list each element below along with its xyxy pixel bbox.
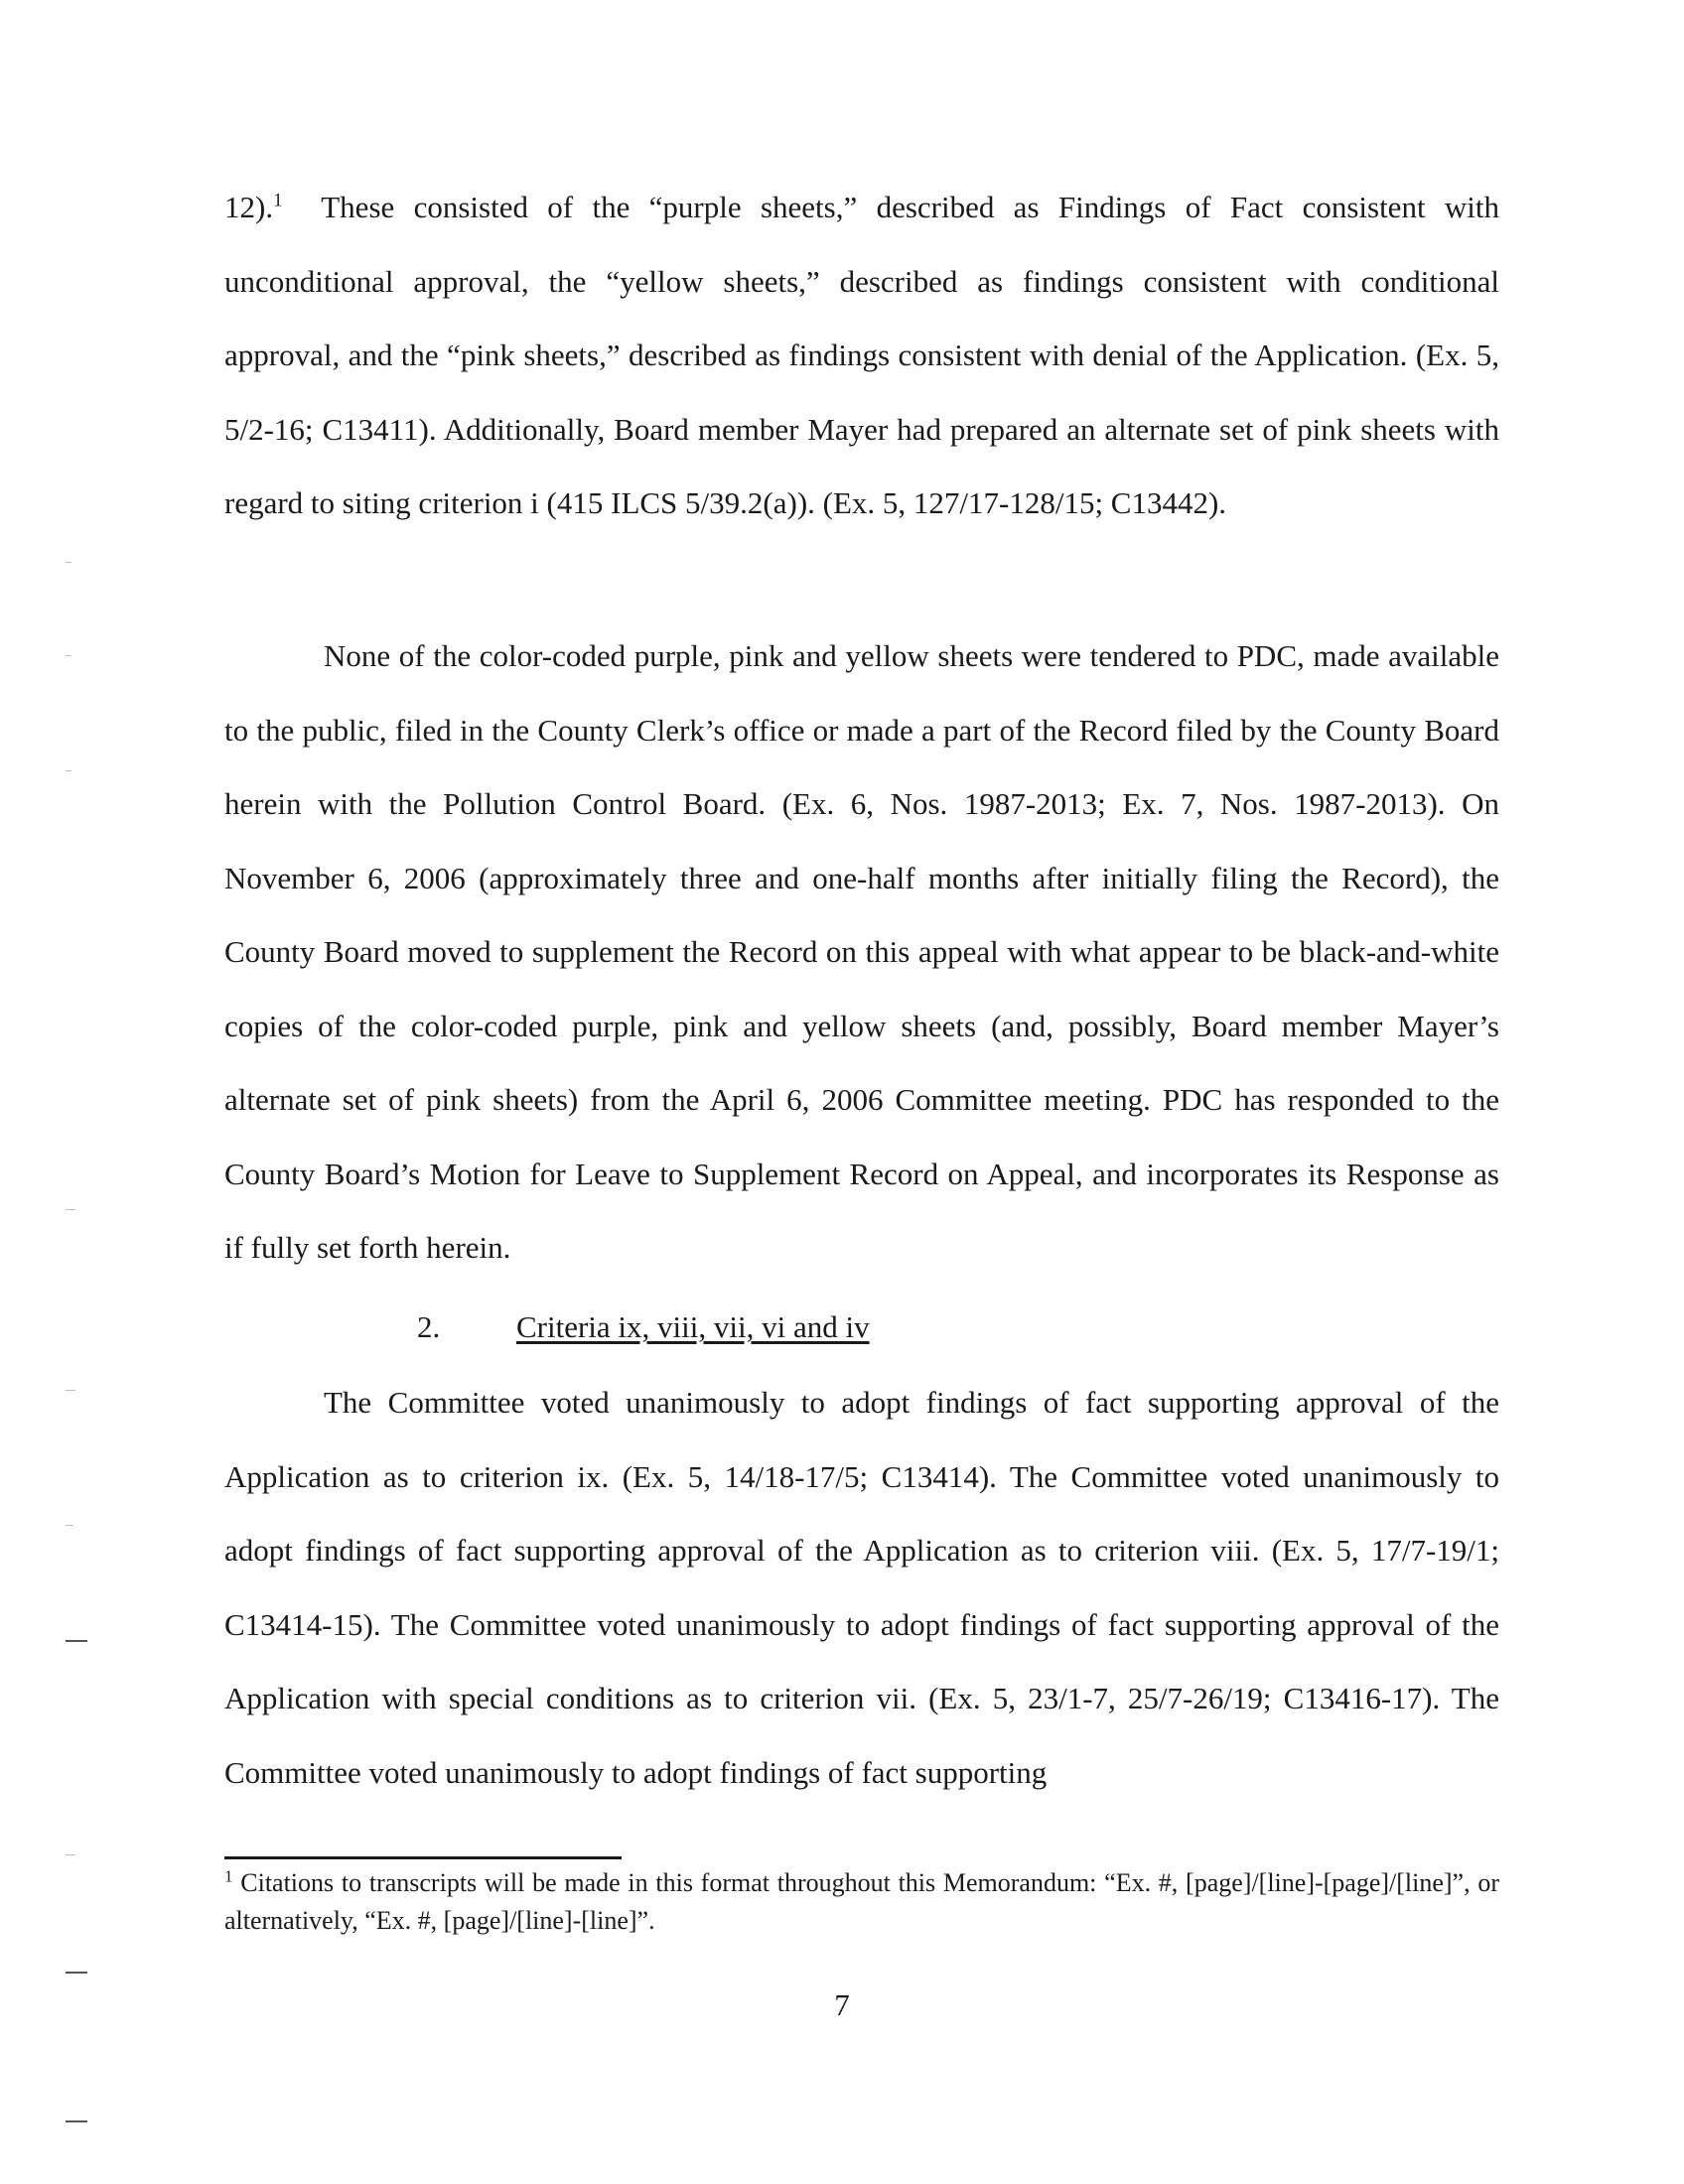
section-number: 2. <box>417 1309 441 1344</box>
section-title: Criteria ix, viii, vii, vi and iv <box>516 1309 870 1344</box>
scan-mark <box>66 1390 75 1391</box>
paragraph-1 <box>224 171 1499 541</box>
scan-mark <box>66 1209 75 1210</box>
scan-mark <box>66 2120 87 2122</box>
paragraph-1-text: These consisted of the “purple sheets,” described as Findings of Fact consistent with unconditional approval, the “yellow sheets,” described as findings consistent with conditional approval, and the “pink sheets,” described as findings consistent with denial of the Application. (Ex. 5, 5/2-16; C13411). Additionally, Board member Mayer had prepared an alternate set of pink sheets with regard to siting criterion i (415 ILCS 5/39.2(a)). (Ex. 5, 127/17-128/15; C13442). <box>224 190 1500 520</box>
scan-mark <box>66 1525 73 1526</box>
scan-mark <box>66 1854 75 1855</box>
paragraph-2: None of the color-coded purple, pink and yellow sheets were tendered to PDC, made available to the public, filed in the County Clerk’s office or made a part of the Record filed by the County Board herein with the Pollution Control Board. (Ex. 6, Nos. 1987-2013; Ex. 7, Nos. 1987-2013). On November 6, 2006 (approximately three and one-half months after initially filing the Record), the County Board moved to supplement the Record on this appeal with what appear to be black-and-white copies of the color-coded purple, pink and yellow sheets (and, possibly, Board member Mayer’s alternate set of pink sheets) from the April 6, 2006 Committee meeting. PDC has responded to the County Board’s Motion for Leave to Supplement Record on Appeal, and incorporates its Response as if fully set forth herein. <box>224 638 1499 1265</box>
scan-margin-marks <box>60 0 89 2184</box>
footnote-marker: 1 <box>224 1866 233 1886</box>
footnote-reference: 1 <box>273 190 283 211</box>
page-number: 7 <box>834 1987 850 2022</box>
paragraph-1-lead: 12). <box>224 190 274 224</box>
scan-mark <box>66 770 71 771</box>
section-heading <box>417 1291 870 1365</box>
scan-mark <box>66 562 71 563</box>
footnote-divider <box>224 1856 622 1859</box>
scan-mark <box>66 1972 87 1974</box>
paragraph-3: The Committee voted unanimously to adopt findings of fact supporting approval of the Application as to criterion ix. (Ex. 5, 14/18-17/5; C13414). The Committee voted unanimously to adopt findings of fact supporting approval of the Application as to criterion viii. (Ex. 5, 17/7-19/1; C13414-15). The Committee voted unanimously to adopt findings of fact supporting approval of the Application with special conditions as to criterion vii. (Ex. 5, 23/1-7, 25/7-26/19; C13416-17). The Committee voted unanimously to adopt findings of fact supporting <box>224 1385 1499 1790</box>
footnote <box>224 1864 1499 1940</box>
scan-mark <box>66 655 71 656</box>
footnote-text: Citations to transcripts will be made in this format throughout this Memorandum: “Ex. #, [page]/[line]-[page]/[line]”, or alternatively, “Ex. #, [page]/[line]-[line]”. <box>224 1868 1499 1935</box>
scan-mark <box>66 1640 87 1642</box>
